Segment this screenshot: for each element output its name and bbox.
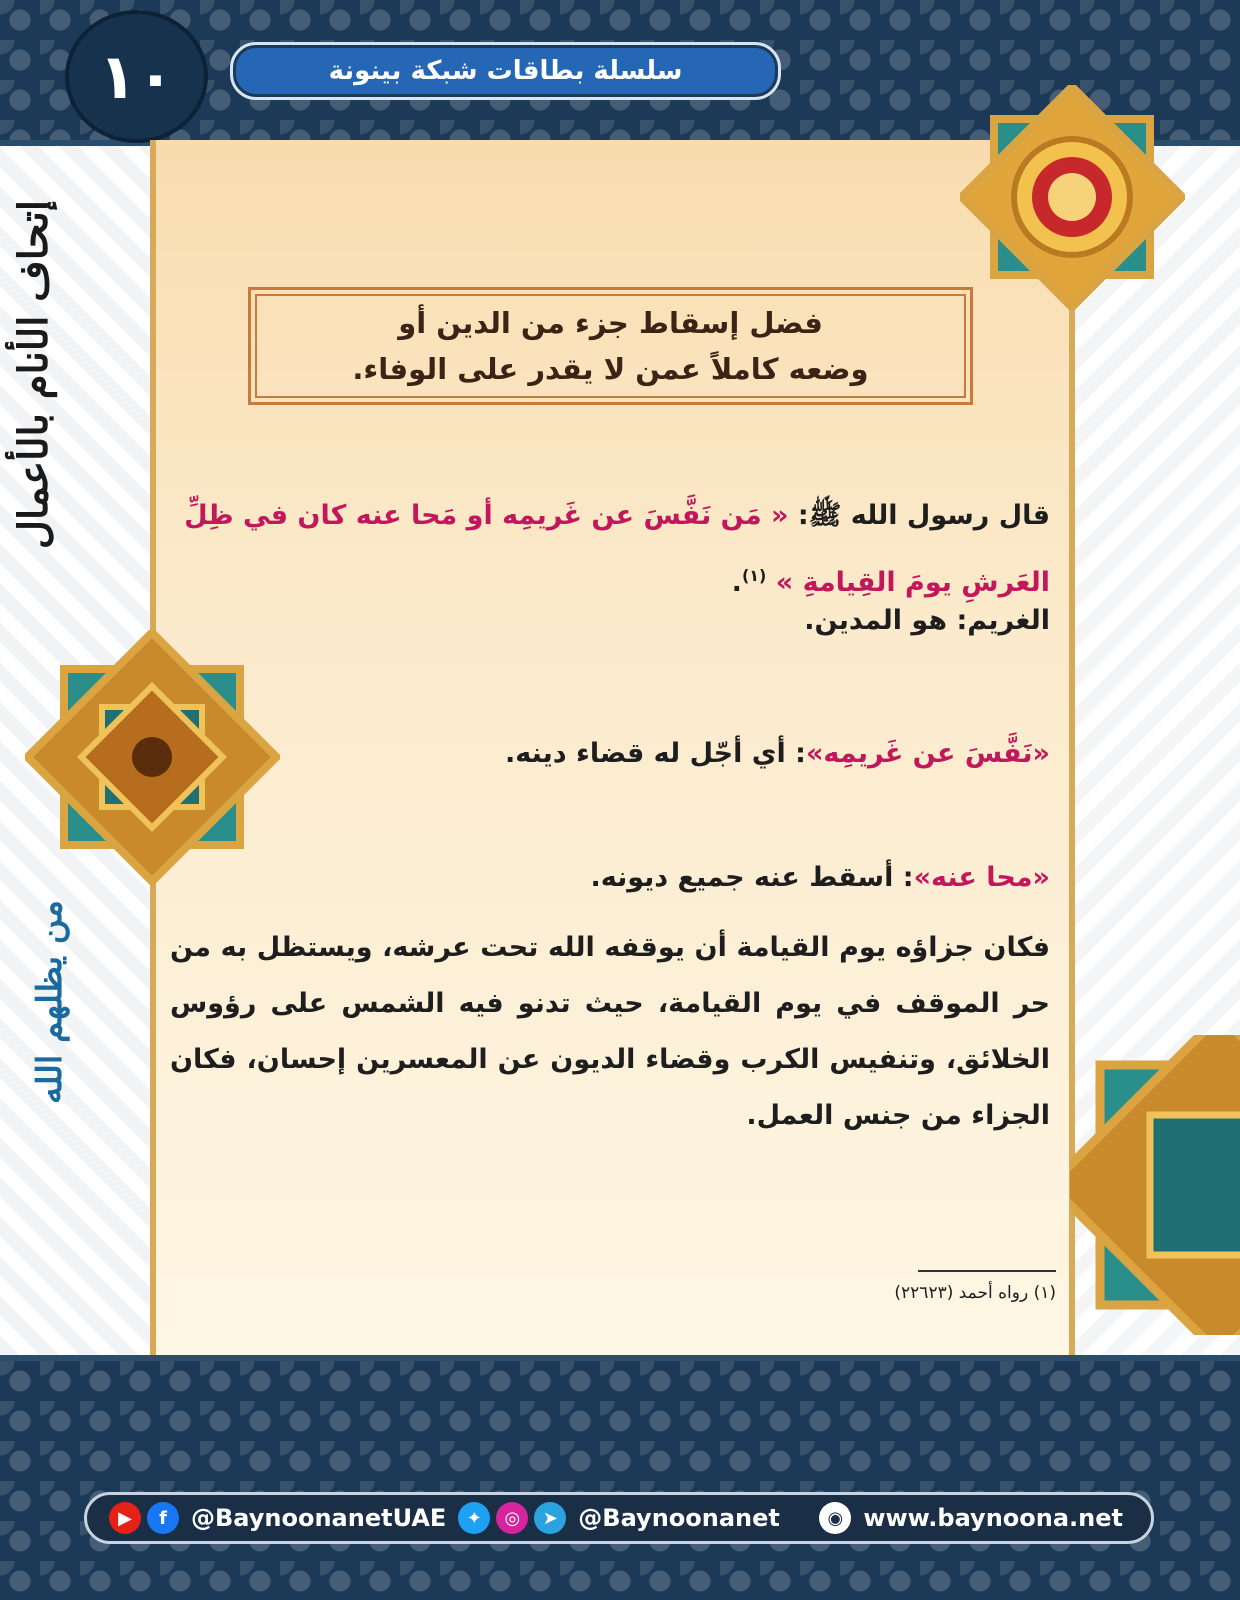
social-footer [84, 1492, 1154, 1544]
handle-main[interactable]: @Baynoonanet [578, 1504, 780, 1532]
globe-icon: ◉ [819, 1502, 851, 1534]
hadith-intro: قال رسول الله ﷺ: [788, 500, 1050, 531]
footer-right-group [819, 1502, 1129, 1534]
gloss-naffasa-text: : أي أجّل له قضاء دينه. [504, 738, 806, 769]
explanation-paragraph: فكان جزاؤه يوم القيامة أن يوقفه الله تحت عرشه، ويستظل به من حر الموقف في يوم القيامة، حيث تدنو فيه الشمس على رؤوس الخلائق، وتنفيس الكرب وقضاء الديون عن المعسرين إحسان، فكان الجزاء من جنس العمل. [170, 932, 1050, 1131]
twitter-icon[interactable]: ✦ [458, 1502, 490, 1534]
hadith-footnote-ref: (١) [741, 566, 767, 585]
gloss-maha-text: : أسقط عنه جميع ديونه. [590, 862, 914, 893]
footnote: (١) رواه أحمد (٢٢٦٢٣) [894, 1283, 1056, 1303]
website-link[interactable]: www.baynoona.net [863, 1504, 1123, 1532]
handle-uae[interactable]: @BaynoonanetUAE [191, 1504, 447, 1532]
card-title-frame [248, 287, 973, 405]
series-title: سلسلة بطاقات شبكة بينونة [230, 42, 781, 100]
book-title-calligraphy: إتحاف الأنام بالأعمال [10, 200, 57, 550]
gloss-maha [170, 862, 1050, 893]
gloss-naffasa-term: «نَفَّسَ عن غَريمِه» [805, 738, 1050, 769]
hadith-paragraph [170, 486, 1050, 613]
footer-band [0, 1355, 1240, 1600]
subtitle-calligraphy: من يظلهم الله [30, 900, 70, 1104]
bottom-right-star-ornament [1070, 1035, 1240, 1335]
footnote-divider [918, 1270, 1056, 1272]
card-title-line1: فضل إسقاط جزء من الدين أو [398, 306, 823, 340]
youtube-icon[interactable]: ▶ [109, 1502, 141, 1534]
gloss-gharim: الغريم: هو المدين. [804, 605, 1050, 636]
telegram-icon[interactable]: ➤ [534, 1502, 566, 1534]
gloss-maha-term: «محا عنه» [913, 862, 1050, 893]
gloss-naffasa [170, 738, 1050, 769]
card-number-badge: ١٠ [65, 10, 208, 143]
hadith-text: « مَن نَفَّسَ عن غَريمِه أو مَحا عنه كان في ظِلِّ العَرشِ يومَ القِيامةِ » [184, 500, 1050, 598]
top-right-star-ornament [960, 85, 1185, 310]
card-title-line2: وضعه كاملاً عمن لا يقدر على الوفاء. [352, 352, 869, 386]
facebook-icon[interactable]: f [147, 1502, 179, 1534]
hadith-end: . [731, 567, 742, 598]
instagram-icon[interactable]: ◎ [496, 1502, 528, 1534]
footer-left-group [109, 1502, 786, 1534]
